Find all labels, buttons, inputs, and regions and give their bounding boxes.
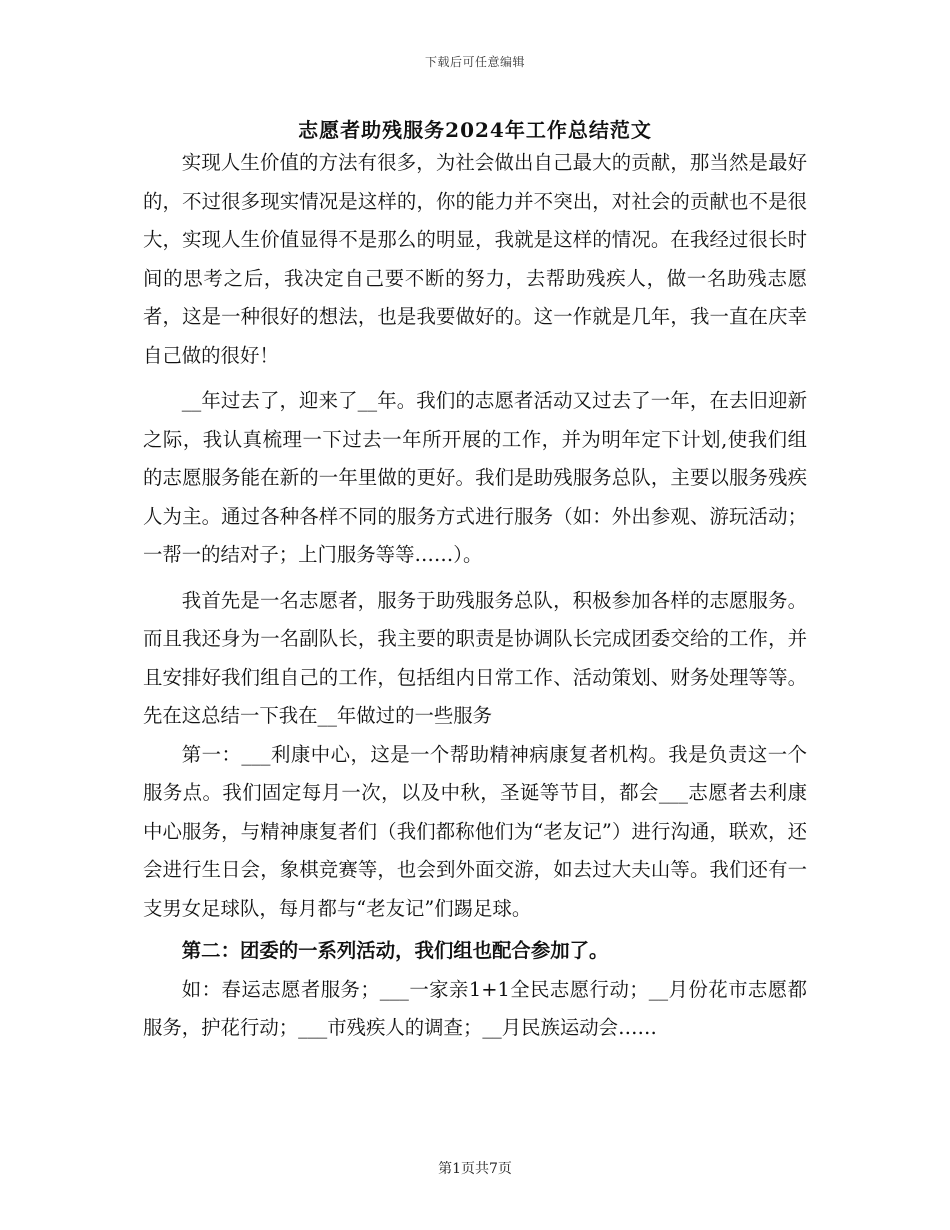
paragraph-role: 我首先是一名志愿者，服务于助残服务总队，积极参加各样的志愿服务。而且我还身为一名副队长，我主要的职责是协调队长完成团委交给的工作，并且安排好我们组自己的工作，包括组内日常工作、活动策划、财务处理等等。先在这总结一下我在__年做过的一些服务 <box>143 588 807 727</box>
paragraph-activities-list: 如：春运志愿者服务；___一家亲1+1全民志愿行动；__月份花市志愿都服务，护花行动；___市残疾人的调查；__月民族运动会…… <box>143 977 807 1039</box>
document-body <box>143 144 807 1048</box>
paragraph-intro: 实现人生价值的方法有很多，为社会做出自己最大的贡献，那当然是最好的，不过很多现实情况是这样的，你的能力并不突出，对社会的贡献也不是很大，实现人生价值显得不是那么的明显，我就是这样的情况。在我经过很长时间的思考之后，我决定自己要不断的努力，去帮助残疾人，做一名助残志愿者，这是一种很好的想法，也是我要做好的。这一作就是几年，我一直在庆幸自己做的很好！ <box>143 151 807 367</box>
document-title: 志愿者助残服务2024年工作总结范文 <box>298 118 652 142</box>
paragraph-second-heading: 第二：团委的一系列活动，我们组也配合参加了。 <box>181 939 609 962</box>
paragraph-year-review: __年过去了，迎来了__年。我们的志愿者活动又过去了一年，在去旧迎新之际，我认真梳理一下过去一年所开展的工作，并为明年定下计划,使我们组的志愿服务能在新的一年里做的更好。我们是助残服务总队，主要以服务残疾人为主。通过各种各样不同的服务方式进行服务（如：外出参观、游玩活动；一帮一的结对子；上门服务等等……）。 <box>143 389 807 566</box>
paragraph-first-service: 第一：___利康中心，这是一个帮助精神病康复者机构。我是负责这一个服务点。我们固定每月一次，以及中秋，圣诞等节目，都会___志愿者去利康中心服务，与精神康复者们（我们都称他们为“老友记”）进行沟通，联欢，还会进行生日会，象棋竞赛等，也会到外面交游，如去过大夫山等。我们还有一支男女足球队，每月都与“老友记”们踢足球。 <box>143 742 807 920</box>
page-header-note: 下载后可任意编辑 <box>424 55 525 69</box>
page-number-footer: 第1页共7页 <box>438 1161 512 1177</box>
